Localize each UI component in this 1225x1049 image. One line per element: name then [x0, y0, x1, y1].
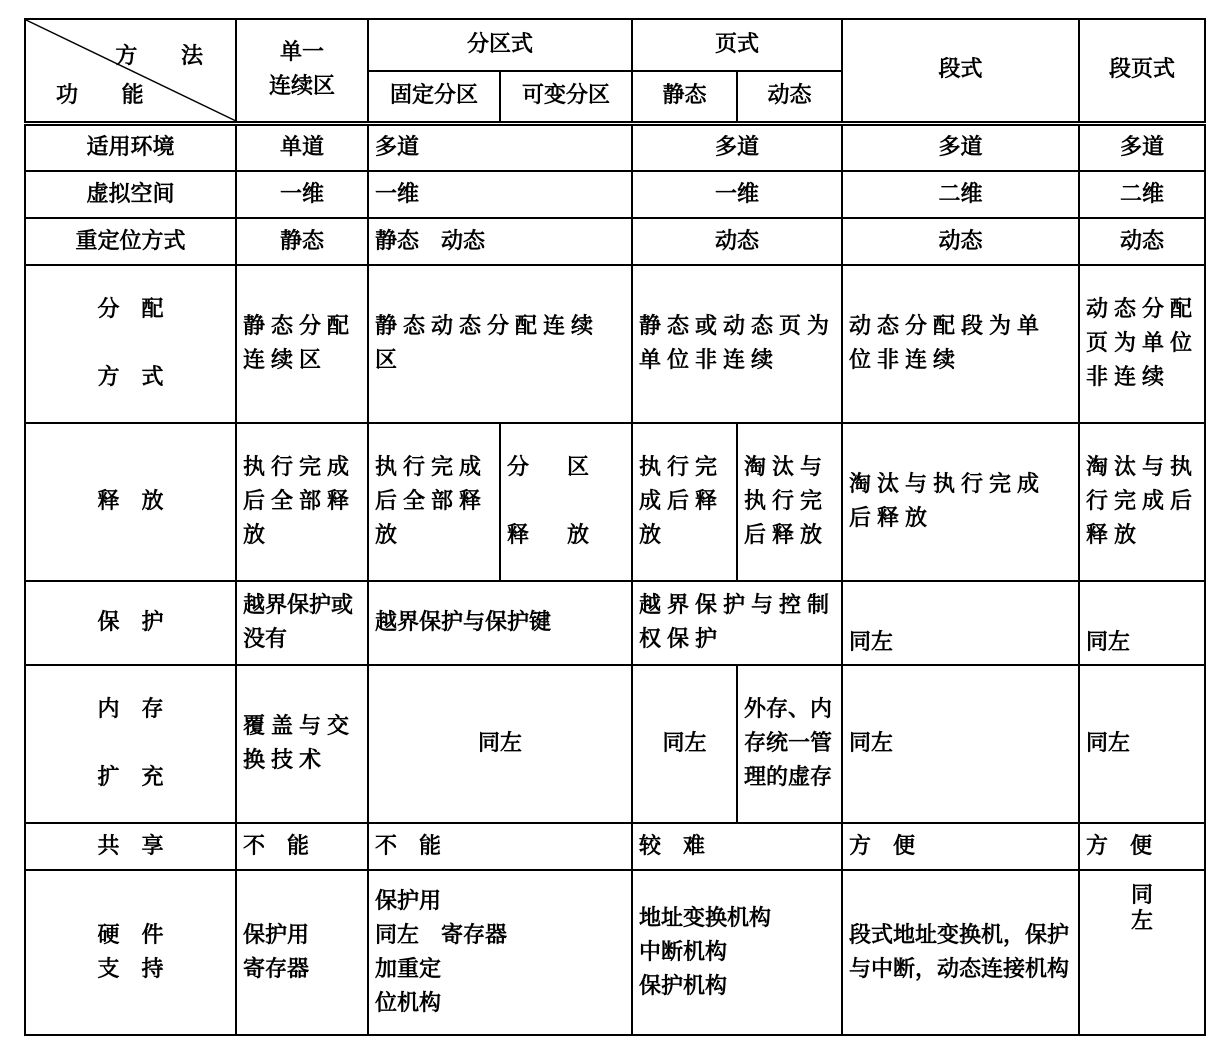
- cell-static-paging: 执行完成后释放: [632, 423, 737, 581]
- cell-segment-paging: 同左: [1079, 665, 1205, 823]
- cell-partition: 一维: [368, 171, 632, 218]
- row-label: 分 配 方 式: [25, 265, 236, 423]
- cell-single: 静态: [236, 218, 368, 265]
- cell-single: 不 能: [236, 823, 368, 870]
- row-allocation: [25, 265, 1205, 423]
- cell-segment-paging: 同左: [1079, 581, 1205, 665]
- cell-fixed-partition: 执行完成后全部释放: [368, 423, 500, 581]
- header-row-1: [25, 19, 1205, 71]
- header-paging: 页式: [632, 19, 842, 71]
- cell-segment-paging: 动态分配页为单位非连续: [1079, 265, 1205, 423]
- row-hardware-support: [25, 870, 1205, 1035]
- row-label: 保 护: [25, 581, 236, 665]
- row-label: 重定位方式: [25, 218, 236, 265]
- cell-segment: 淘汰与执行完成后释放: [842, 423, 1079, 581]
- row-protection: [25, 581, 1205, 665]
- header-variable-partition: 可变分区: [500, 71, 632, 123]
- row-sharing: [25, 823, 1205, 870]
- cell-single: 静态分配连续区: [236, 265, 368, 423]
- header-static-paging: 静态: [632, 71, 737, 123]
- cell-segment: 段式地址变换机，保护与中断，动态连接机构: [842, 870, 1079, 1035]
- cell-partition: 越界保护与保护键: [368, 581, 632, 665]
- corner-method-label: 方 法: [115, 44, 221, 69]
- cell-single: 越界保护或没有: [236, 581, 368, 665]
- cell-variable-partition: 分 区 释 放: [500, 423, 632, 581]
- header-single-contiguous: 单一 连续区: [236, 19, 368, 123]
- cell-paging: 动态: [632, 218, 842, 265]
- cell-paging: 地址变换机构 中断机构 保护机构: [632, 870, 842, 1035]
- cell-paging: 多道: [632, 123, 842, 171]
- cell-segment: 动态: [842, 218, 1079, 265]
- row-release: [25, 423, 1205, 581]
- cell-segment-paging: 方 便: [1079, 823, 1205, 870]
- cell-segment: 同左: [842, 665, 1079, 823]
- header-dynamic-paging: 动态: [737, 71, 842, 123]
- cell-paging: 静态或动态页为单位非连续: [632, 265, 842, 423]
- row-label: 释 放: [25, 423, 236, 581]
- cell-segment: 多道: [842, 123, 1079, 171]
- cell-paging: 越界保护与控制权保护: [632, 581, 842, 665]
- cell-single: 覆盖与交换技术: [236, 665, 368, 823]
- cell-segment-paging: 二维: [1079, 171, 1205, 218]
- cell-segment-paging: 同 左: [1079, 870, 1205, 1035]
- memory-management-comparison-table: [24, 18, 1206, 1036]
- row-environment: [25, 123, 1205, 171]
- cell-partition: 静态 动态: [368, 218, 632, 265]
- cell-single: 保护用 寄存器: [236, 870, 368, 1035]
- cell-dynamic-paging: 淘汰与执行完后释放: [737, 423, 842, 581]
- cell-static-paging: 同左: [632, 665, 737, 823]
- header-fixed-partition: 固定分区: [368, 71, 500, 123]
- header-segment-paging: 段页式: [1079, 19, 1205, 123]
- row-memory-expansion: [25, 665, 1205, 823]
- cell-segment-paging: 淘汰与执行完成后释放: [1079, 423, 1205, 581]
- header-segment: 段式: [842, 19, 1079, 123]
- corner-header-cell: [25, 19, 236, 123]
- cell-single: 执行完成后全部释放: [236, 423, 368, 581]
- row-relocation: [25, 218, 1205, 265]
- header-partition: 分区式: [368, 19, 632, 71]
- cell-segment: 方 便: [842, 823, 1079, 870]
- cell-paging: 一维: [632, 171, 842, 218]
- cell-segment: 动态分配段为单位非连续: [842, 265, 1079, 423]
- cell-dynamic-paging: 外存、内存统一管理的虚存: [737, 665, 842, 823]
- cell-partition: 不 能: [368, 823, 632, 870]
- row-label: 内 存 扩 充: [25, 665, 236, 823]
- row-label: 虚拟空间: [25, 171, 236, 218]
- cell-partition: 静态动态分配连续区: [368, 265, 632, 423]
- corner-function-label: 功 能: [56, 82, 162, 108]
- comparison-table-wrapper: [24, 18, 1204, 1034]
- cell-partition: 同左: [368, 665, 632, 823]
- cell-partition: 多道: [368, 123, 632, 171]
- row-label: 共 享: [25, 823, 236, 870]
- cell-segment: 二维: [842, 171, 1079, 218]
- cell-segment: 同左: [842, 581, 1079, 665]
- row-virtual-space: [25, 171, 1205, 218]
- cell-single: 单道: [236, 123, 368, 171]
- row-label: 硬 件 支 持: [25, 870, 236, 1035]
- cell-single: 一维: [236, 171, 368, 218]
- cell-segment-paging: 多道: [1079, 123, 1205, 171]
- cell-segment-paging: 动态: [1079, 218, 1205, 265]
- row-label: 适用环境: [25, 123, 236, 171]
- cell-partition: 保护用 同左 寄存器 加重定 位机构: [368, 870, 632, 1035]
- cell-paging: 较 难: [632, 823, 842, 870]
